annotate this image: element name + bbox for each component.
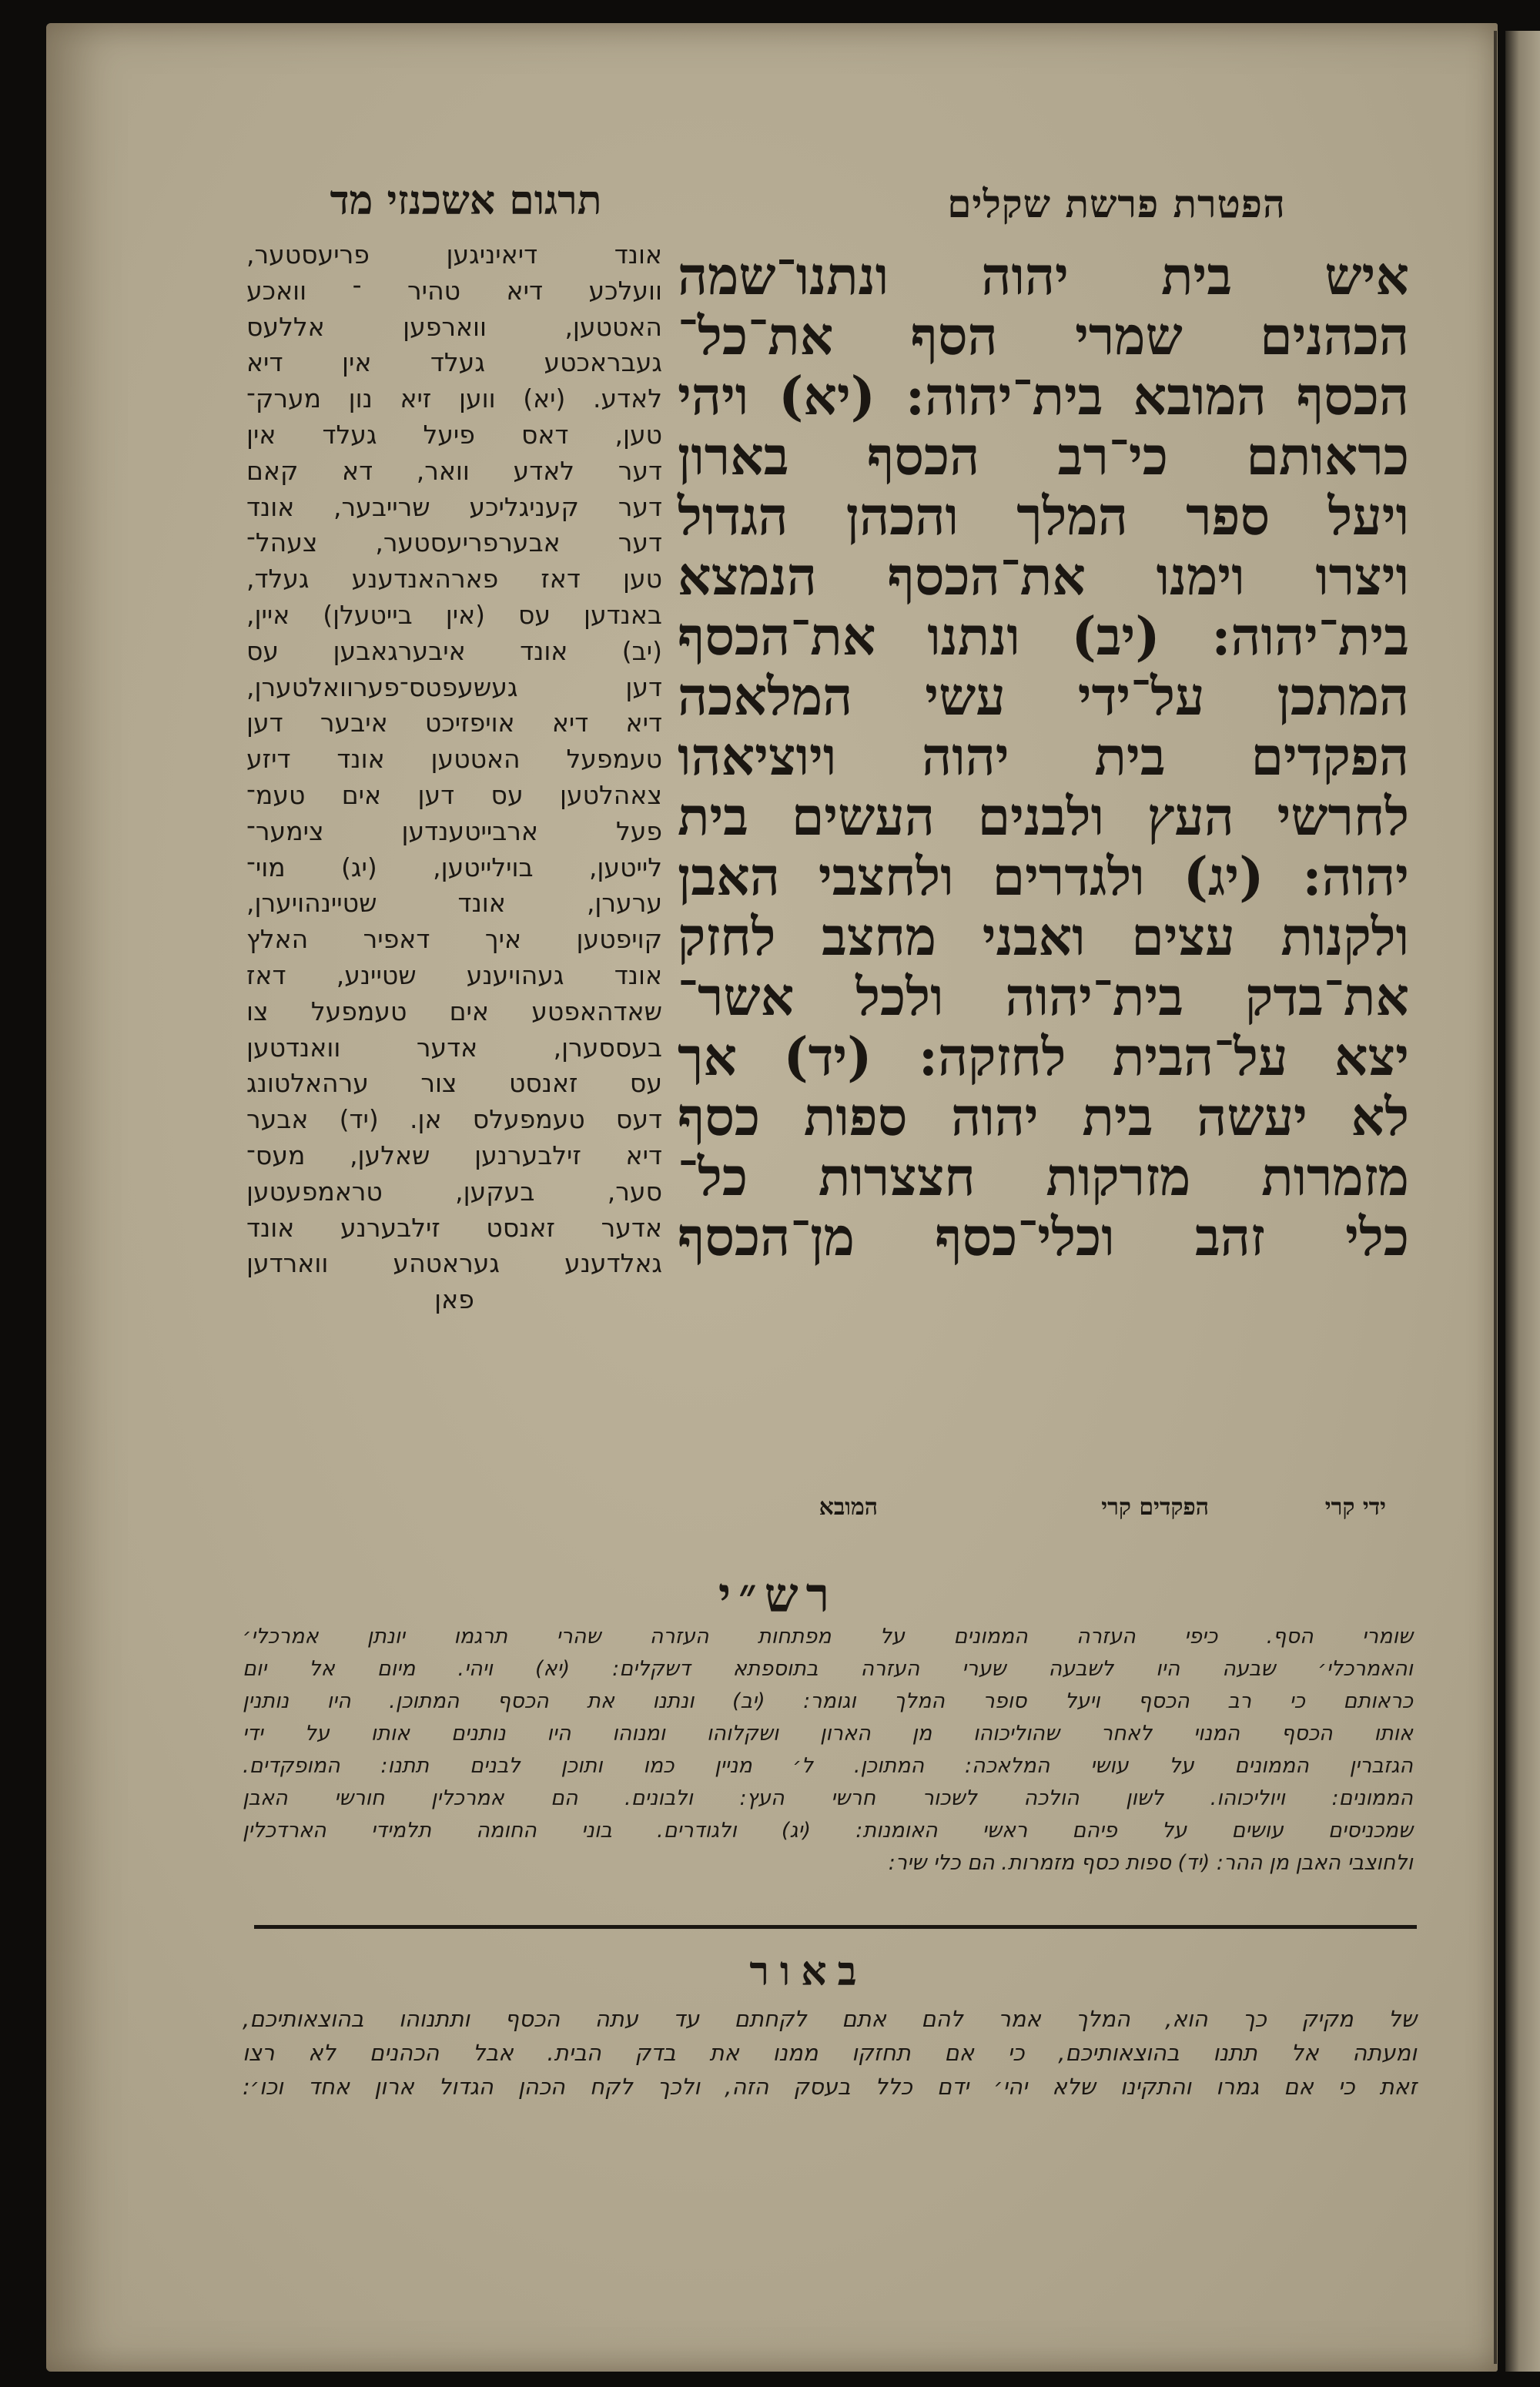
rashi-line: שומרי הסף. כיפי העזרה הממונים על מפתחות העזרה שהרי תרגמו יונתן אמרכלי׳	[243, 1625, 1413, 1649]
biur-line: של מקיק כך הוא, המלך אמר להם אתם לקחתם עד עתה הכסף ותתנוהו בהוצאותיכם,	[243, 2006, 1417, 2032]
hebrew-line: ולקנות עצים ואבני מחצב לחזק	[678, 906, 1409, 968]
hebrew-line: איש בית יהוה ונתנו־שמה	[678, 246, 1409, 307]
hebrew-line: הפקדים בית יהוה ויוציאהו	[678, 726, 1409, 788]
yiddish-line: פעל ארבייטענדען צימער־	[246, 815, 662, 846]
hebrew-line: הכסף המובא בית־יהוה: (יא) ויהי	[678, 366, 1409, 427]
adjacent-page-edge	[1505, 31, 1540, 2372]
yiddish-line: טען, דאס פיעל געלד אין	[246, 419, 662, 450]
yiddish-line: דען געשעפטס־פערוואלטערן,	[246, 671, 662, 702]
biur-commentary	[243, 2002, 1417, 2104]
yiddish-line: אונד געהויענע שטיינע, דאז	[246, 959, 662, 990]
hebrew-line: כלי זהב וכלי־כסף מן־הכסף	[678, 1207, 1409, 1268]
targum-title: תרגום אשכנזי מד	[330, 177, 602, 224]
hebrew-line: ויצרו וימנו את־הכסף הנמצא	[678, 546, 1409, 608]
yiddish-line: וועלכע דיא טהיר ־ וואכע	[246, 275, 662, 306]
rashi-line: שמכניסים עושים על פיהם ראשי האומנות: (יג) ולגודרים. בוני החומה תלמידי הארדכלין	[243, 1819, 1413, 1843]
rashi-line: ולחוצבי האבן מן ההר: (יד) ספות כסף מזמרות. הם כלי שיר:	[888, 1851, 1413, 1875]
rashi-line: הגזברין הממונים על עושי המלאכה: המתוכן. ל׳ מניין כמו ותוכן לבנים תתנו: המופקדים.	[243, 1754, 1413, 1778]
hebrew-line: את־בדק בית־יהוה ולכל אשר־	[678, 966, 1409, 1028]
yiddish-line: האטטען, ווארפען אללעס	[246, 311, 662, 342]
haftarah-title: הפטרת פרשת שקלים	[947, 181, 1286, 226]
yiddish-line: (יב) אונד איבערגאבען עס	[246, 635, 662, 666]
hebrew-line: בית־יהוה: (יב) ונתנו את־הכסף	[678, 606, 1409, 668]
section-divider	[254, 1925, 1417, 1929]
hebrew-line: ויעל ספר המלך והכהן הגדול	[678, 486, 1409, 547]
hebrew-line: יצא על־הבית לחזקה: (יד) אך	[678, 1026, 1409, 1088]
yiddish-translation-column	[246, 237, 662, 1318]
rashi-line: כראותם כי רב הכסף ויעל סופר המלך וגומר: (יב) ונתנו את הכסף המתוכן. היו נותנין	[243, 1689, 1413, 1713]
hebrew-line: לחרשי העץ ולבנים העשים בית	[678, 786, 1409, 848]
yiddish-line: קויפטען איך דאפיר האלץ	[246, 924, 662, 955]
yiddish-line: דער קעניגליכע שרייבער, אונד	[246, 491, 662, 522]
yiddish-line: לייטען, בוילייטען, (יג) מוי־	[246, 852, 662, 882]
rashi-commentary	[243, 1621, 1413, 1880]
rashi-title: רש״י	[718, 1567, 838, 1623]
yiddish-line: טעמפעל האטטען אונד דיזע	[246, 744, 662, 775]
yiddish-line: עס זאנסט צור ערהאלטונג	[246, 1068, 662, 1099]
yiddish-catchword: פאן	[434, 1284, 474, 1315]
hebrew-text-column	[678, 246, 1409, 1267]
hebrew-line: המתכן על־ידי עשי המלאכה	[678, 666, 1409, 728]
yiddish-line: דיא זילבערנען שאלען, מעס־	[246, 1140, 662, 1170]
hebrew-line: יהוה: (יג) ולגדרים ולחצבי האבן	[678, 846, 1409, 908]
hebrew-line: כראותם כי־רב הכסף בארון	[678, 426, 1409, 487]
yiddish-line: שאדהאפטע אים טעמפעל צו	[246, 996, 662, 1026]
footnote-middle: הפקדים קרי	[1101, 1494, 1209, 1521]
yiddish-line: דער אבערפריעסטער, צעהל־	[246, 527, 662, 558]
biur-line: זאת כי אם גמרו והתקינו שלא יהי׳ ידם כלל בעסק הזה, ולכך לקח הכהן הגדול ארון אחד וכו׳:	[243, 2074, 1417, 2100]
yiddish-line: בעססערן, אדער וואנדטען	[246, 1032, 662, 1063]
yiddish-line: דעס טעמפעלס אן. (יד) אבער	[246, 1104, 662, 1135]
biur-title: באור	[749, 1948, 868, 1995]
footnote-left: המובא	[819, 1494, 878, 1521]
yiddish-line: דיא דיא אויפזיכט איבער דען	[246, 708, 662, 738]
rashi-line: אותו הכסף המנוי לאחר שהוליכוהו מן הארון ושקלוהו ומנוהו היו נותנים אותו על ידי	[243, 1722, 1413, 1746]
hebrew-line: הכהנים שמרי הסף את־כל־	[678, 306, 1409, 367]
hebrew-line: לא יעשה בית יהוה ספות כסף	[678, 1086, 1409, 1148]
footnote-right: ידי קרי	[1324, 1494, 1386, 1521]
rashi-line: והאמרכלי׳ שבעה היו לשבעה שערי העזרה בתוספתא דשקלים: (יא) ויהי. מיום אל יום	[243, 1657, 1413, 1681]
yiddish-line: באנדען עס (אין בייטעלן) איין,	[246, 599, 662, 630]
yiddish-line: דער לאדע וואר, דא קאם	[246, 455, 662, 486]
hebrew-marginal-notes	[678, 1494, 1409, 1525]
yiddish-line: סער, בעקען, טראמפעטען	[246, 1176, 662, 1207]
yiddish-line: לאדע. (יא) ווען זיא נון מערק־	[246, 383, 662, 414]
yiddish-line: טען דאז פארהאנדענע געלד,	[246, 564, 662, 594]
yiddish-line: ערערן, אונד שטיינהויערן,	[246, 888, 662, 919]
page-gutter	[1494, 31, 1497, 2364]
yiddish-line: אדער זאנסט זילבערנע אונד	[246, 1212, 662, 1243]
rashi-line: הממונים: ויוליכוהו. לשון הולכה לשכור חרשי העץ: ולבונים. הם אמרכלין חורשי האבן	[243, 1786, 1413, 1810]
hebrew-line: מזמרות מזרקות חצצרות כל־	[678, 1147, 1409, 1208]
yiddish-line: געבראכטע געלד אין דיא	[246, 347, 662, 378]
yiddish-line: צאהלטען עס דען אים טעמ־	[246, 779, 662, 810]
biur-line: ומעתה אל תתנו בהוצאותיכם, כי אם תחזקו ממנו את בדק הבית. אבל הכהנים לא רצו	[243, 2040, 1417, 2066]
yiddish-line: גאלדענע געראטהע ווארדען	[246, 1248, 662, 1279]
yiddish-line: אונד דיאיניגען פריעסטער,	[246, 239, 662, 270]
